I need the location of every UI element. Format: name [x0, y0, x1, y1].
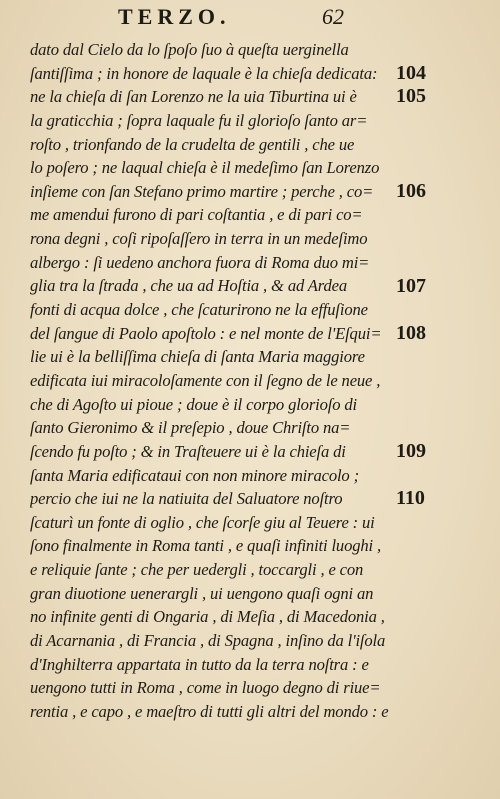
text-line: ſcendo fu poſto ; & in Traſteuere ui è la chieſa di — [30, 441, 346, 461]
margin-note-number: 108 — [396, 321, 426, 344]
text-line: fonti di acqua dolce , che ſcaturirono ne la effuſione — [30, 300, 368, 320]
running-head — [0, 4, 500, 30]
text-line: ſcaturì un fonte di oglio , che ſcorſe giu al Teuere : ui — [30, 512, 375, 532]
body-text — [30, 38, 394, 724]
text-line: gran diuotione uenerargli , ui uengono quaſi ogni an — [30, 583, 374, 603]
text-line: glia tra la ſtrada , che ua ad Hoſtia , & ad Ardea — [30, 276, 347, 296]
text-line: che di Agoſto ui pioue ; doue è il corpo glorioſo di — [30, 394, 357, 414]
text-line: edificata iui miracoloſamente con il ſegno de le neue , — [30, 370, 381, 390]
margin-note-number: 110 — [396, 487, 425, 510]
text-line: inſieme con ſan Stefano primo martire ; perche , co= — [30, 181, 374, 201]
text-line: no infinite genti di Ongaria , di Meſia , di Macedonia , — [30, 607, 385, 627]
text-line: lie ui è la belliſſima chieſa di ſanta Maria maggiore — [30, 347, 365, 367]
text-line: del ſangue di Paolo apoſtolo : e nel monte de l'Eſqui= — [30, 323, 382, 343]
text-line: e reliquie ſante ; che per uedergli , toccargli , e con — [30, 560, 364, 580]
text-line: uengono tutti in Roma , come in luogo degno di riue= — [30, 678, 381, 698]
text-line: dato dal Cielo da lo ſpoſo ſuo à queſta uerginella — [30, 40, 349, 59]
text-line: ſanta Maria edificataui con non minore miracolo ; — [30, 465, 359, 485]
text-line: me amendui furono di pari coſtantia , e di pari co= — [30, 205, 363, 225]
text-line: percio che iui ne la natiuita del Saluatore noſtro — [30, 489, 343, 509]
running-title: TERZO. — [118, 4, 231, 29]
margin-note-number: 104 — [396, 61, 426, 84]
text-line: ne la chieſa di ſan Lorenzo ne la uia Tiburtina ui è — [30, 87, 357, 107]
text-line: ſono finalmente in Roma tanti , e quaſi infiniti luoghi , — [30, 536, 381, 556]
text-line: lo poſero ; ne laqual chieſa è il medeſimo ſan Lorenzo — [30, 158, 380, 178]
text-line: rentia , e capo , e maeſtro di tutti gli altri del mondo : e — [30, 701, 389, 721]
margin-note-number: 105 — [396, 85, 426, 108]
text-line: la graticchia ; ſopra laquale fu il glorioſo ſanto ar= — [30, 110, 368, 130]
text-line: roſto , trionfando de la crudelta de gentili , che ue — [30, 134, 355, 154]
page-number: 62 — [322, 4, 344, 29]
text-line: albergo : ſi uedeno anchora fuora di Roma duo mi= — [30, 252, 370, 272]
margin-note-number: 107 — [396, 274, 426, 297]
text-line: di Acarnania , di Francia , di Spagna , inſino da l'iſola — [30, 631, 386, 651]
margin-note-number: 109 — [396, 440, 426, 463]
text-line: ſantiſſima ; in honore de laquale è la chieſa dedicata: — [30, 63, 378, 83]
text-line: d'Inghilterra appartata in tutto da la terra noſtra : e — [30, 654, 369, 674]
margin-note-number: 106 — [396, 179, 426, 202]
text-line: ſanto Gieronimo & il preſepio , doue Chriſto na= — [30, 418, 351, 438]
text-line: rona degni , coſi ripoſaſſero in terra in un medeſimo — [30, 229, 368, 249]
